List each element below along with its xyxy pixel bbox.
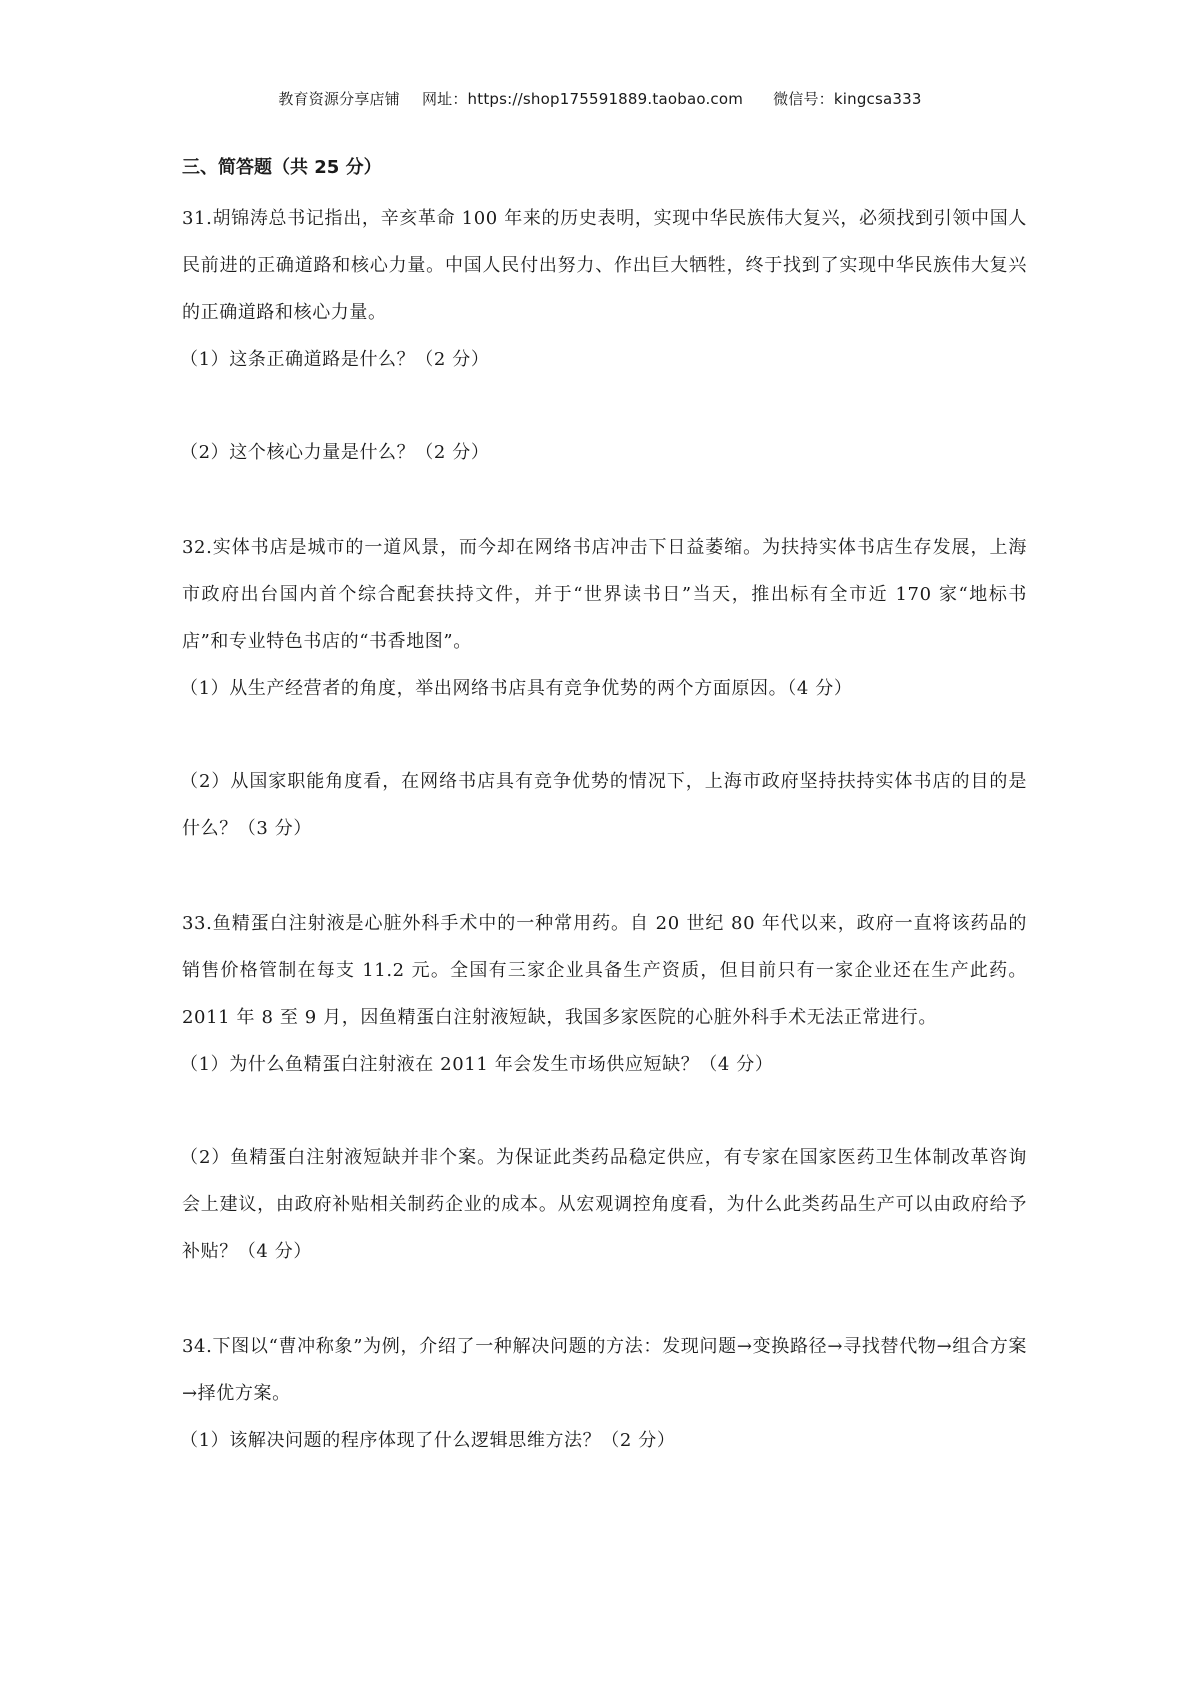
- question-34-stem: 34.下图以“曹冲称象”为例，介绍了一种解决问题的方法：发现问题→变换路径→寻找替代物→组合方案→择优方案。: [182, 1336, 1027, 1404]
- answer-space: [182, 1275, 1027, 1323]
- header-shop-name: 教育资源分享店铺: [278, 90, 400, 108]
- question-33-sub-2: （2）鱼精蛋白注射液短缺并非个案。为保证此类药品稳定供应，有专家在国家医药卫生体制改革咨询会上建议，由政府补贴相关制药企业的成本。从宏观调控角度看，为什么此类药品生产可以由政府给予补贴？（4 分）: [180, 1147, 1027, 1262]
- answer-space: [182, 383, 1027, 429]
- question-32-sub-1: （1）从生产经营者的角度，举出网络书店具有竞争优势的两个方面原因。（4 分）: [180, 678, 853, 699]
- question-34-sub-1: （1）该解决问题的程序体现了什么逻辑思维方法？（2 分）: [180, 1430, 676, 1451]
- header-url: 网址：https://shop175591889.taobao.com: [421, 90, 744, 108]
- answer-space: [182, 712, 1027, 758]
- answer-space: [182, 852, 1027, 900]
- question-31-sub-1: （1）这条正确道路是什么？（2 分）: [180, 349, 490, 370]
- question-31-sub-2: （2）这个核心力量是什么？（2 分）: [180, 442, 490, 463]
- section-title: 三、简答题（共 25 分）: [182, 157, 382, 178]
- question-32-stem: 32.实体书店是城市的一道风景，而今却在网络书店冲击下日益萎缩。为扶持实体书店生存发展，上海市政府出台国内首个综合配套扶持文件，并于“世界读书日”当天，推出标有全市近 170 家“地标书店”和专业特色书店的“书香地图”。: [182, 537, 1027, 652]
- question-33-sub-1: （1）为什么鱼精蛋白注射液在 2011 年会发生市场供应短缺？（4 分）: [180, 1054, 774, 1075]
- document-body: [182, 153, 1027, 1464]
- answer-space: [182, 476, 1027, 524]
- question-31-stem: 31.胡锦涛总书记指出，辛亥革命 100 年来的历史表明，实现中华民族伟大复兴，必须找到引领中国人民前进的正确道路和核心力量。中国人民付出努力、作出巨大牺牲，终于找到了实现中华民族伟大复兴的正确道路和核心力量。: [182, 208, 1027, 323]
- answer-space: [182, 1088, 1027, 1134]
- page-header: [0, 88, 1200, 109]
- question-33-stem: 33.鱼精蛋白注射液是心脏外科手术中的一种常用药。自 20 世纪 80 年代以来，政府一直将该药品的销售价格管制在每支 11.2 元。全国有三家企业具备生产资质，但目前只有一家企业还在生产此药。2011 年 8 至 9 月，因鱼精蛋白注射液短缺，我国多家医院的心脏外科手术无法正常进行。: [182, 913, 1027, 1028]
- question-32-sub-2: （2）从国家职能角度看，在网络书店具有竞争优势的情况下，上海市政府坚持扶持实体书店的目的是什么？（3 分）: [180, 771, 1027, 839]
- header-wechat: 微信号：kingcsa333: [773, 90, 922, 108]
